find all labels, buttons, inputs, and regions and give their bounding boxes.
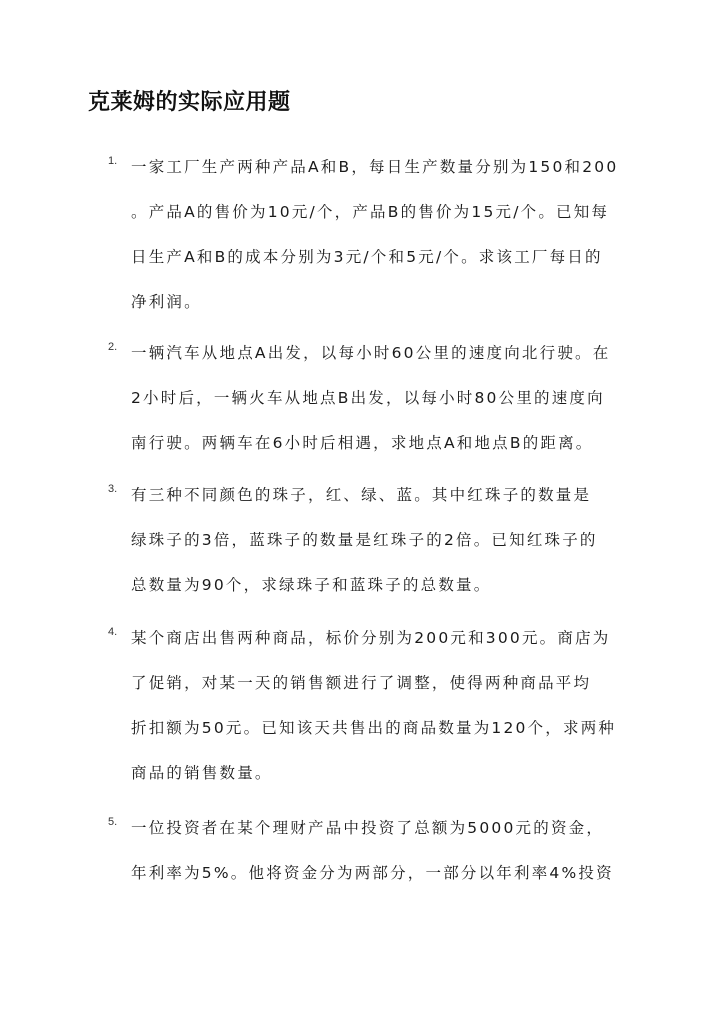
question-line: 商品的销售数量。 [131,764,273,782]
question-line: 总数量为90个，求绿珠子和蓝珠子的总数量。 [131,576,492,594]
question-line: 日生产A和B的成本分别为3元/个和5元/个。求该工厂每日的 [131,248,603,266]
question-number: 3. [108,483,118,495]
question-text [131,806,631,896]
question-text [131,145,631,325]
question-text [131,616,631,796]
question-number: 4. [108,626,118,638]
question-line: 某个商店出售两种商品，标价分别为200元和300元。商店为 [131,629,611,647]
question-line: 净利润。 [131,293,202,311]
page-title: 克莱姆的实际应用题 [88,89,291,115]
question-line: 了促销，对某一天的销售额进行了调整，使得两种商品平均 [131,674,592,692]
question-text [131,473,631,608]
question-line: 年利率为5%。他将资金分为两部分，一部分以年利率4%投资 [131,864,614,882]
question-number: 1. [108,155,118,167]
question-number: 5. [108,816,118,828]
question-line: 2小时后，一辆火车从地点B出发，以每小时80公里的速度向 [131,389,605,407]
question-line: 一辆汽车从地点A出发，以每小时60公里的速度向北行驶。在 [131,344,611,362]
question-line: 绿珠子的3倍，蓝珠子的数量是红珠子的2倍。已知红珠子的 [131,531,598,549]
question-line: 一家工厂生产两种产品A和B，每日生产数量分别为150和200 [131,158,619,176]
question-text [131,331,631,466]
question-line: 一位投资者在某个理财产品中投资了总额为5000元的资金， [131,819,605,837]
question-line: 。产品A的售价为10元/个，产品B的售价为15元/个。已知每 [131,203,610,221]
question-line: 南行驶。两辆车在6小时后相遇，求地点A和地点B的距离。 [131,434,594,452]
question-number: 2. [108,341,118,353]
question-line: 折扣额为50元。已知该天共售出的商品数量为120个，求两种 [131,719,617,737]
question-line: 有三种不同颜色的珠子，红、绿、蓝。其中红珠子的数量是 [131,486,592,504]
